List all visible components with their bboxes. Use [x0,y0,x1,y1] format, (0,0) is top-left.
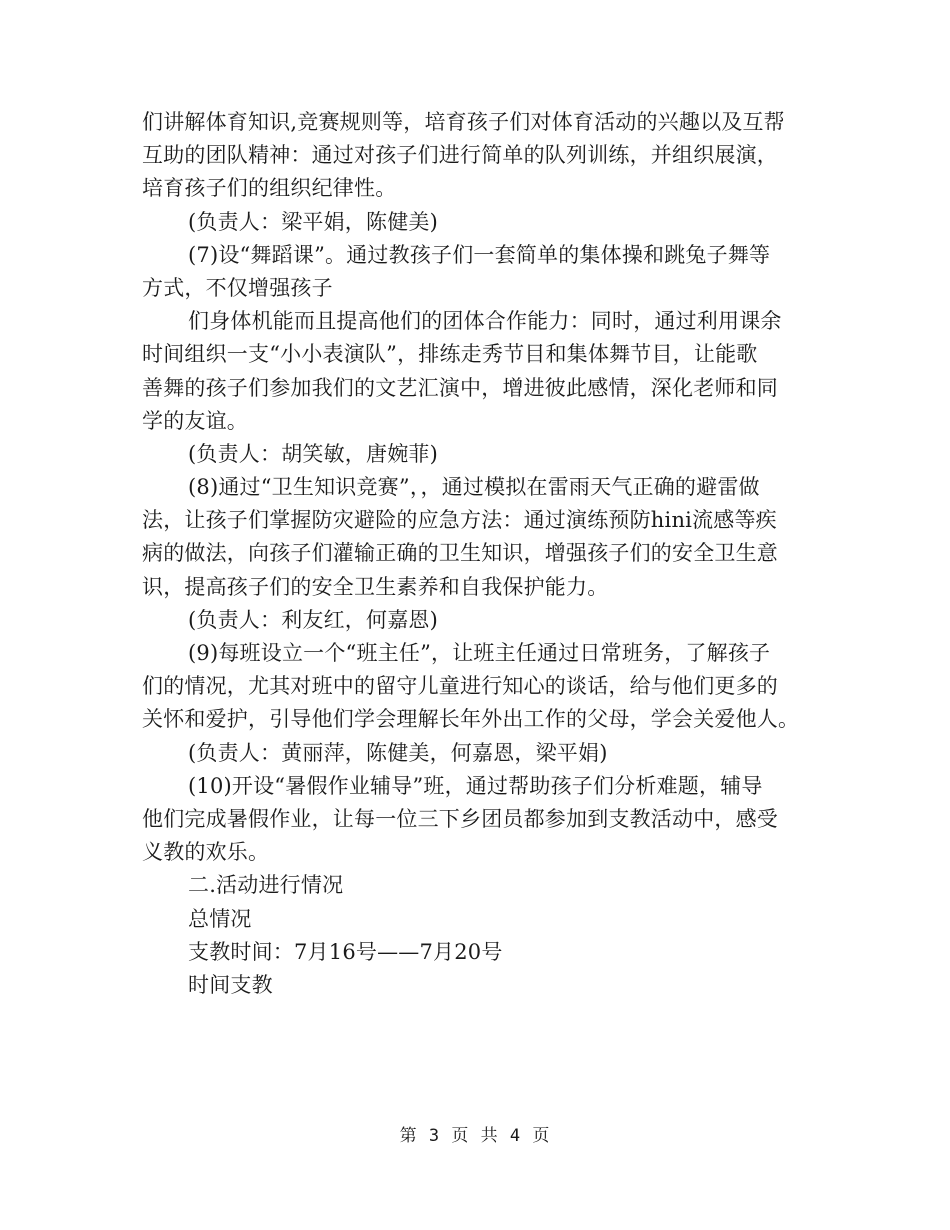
text-line: (负责人：利友红，何嘉恩) [188,607,438,632]
text-line: 识，提高孩子们的安全卫生素养和自我保护能力。 [142,574,609,599]
text-line: 时间组织一支“小小表演队”，排练走秀节目和集体舞节目，让能歌 [142,342,758,367]
text-line: 法，让孩子们掌握防灾避险的应急方法：通过演练预防hini流感等疾 [142,508,777,533]
document-body [142,106,810,1002]
text-line: (9)每班设立一个“班主任”，让班主任通过日常班务，了解孩子 [188,641,771,665]
text-line: 义教的欢乐。 [142,840,270,865]
text-line: 们身体机能而且提高他们的团体合作能力：同时，通过利用课余 [188,309,782,334]
text-line: 互助的团队精神：通过对孩子们进行简单的队列训练，并组织展演， [142,143,778,168]
text-line: 培育孩子们的组织纪律性。 [142,176,397,201]
text-line: 们的情况，尤其对班中的留守儿童进行知心的谈话，给与他们更多的 [142,674,778,699]
text-line: 他们完成暑假作业，让每一位三下乡团员都参加到支教活动中，感受 [142,806,778,831]
text-line: 关怀和爱护，引导他们学会理解长年外出工作的父母，学会关爱他人。 [142,707,800,732]
text-line: 学的友谊。 [142,408,248,433]
text-line: (8)通过“卫生知识竞赛”，，通过模拟在雷雨天气正确的避雷做 [188,475,760,500]
text-line: 方式，不仅增强孩子 [142,275,333,300]
page-footer: 第 3 页 共 4 页 [399,1126,551,1146]
text-line: 总情况 [188,906,252,931]
text-line: 们讲解体育知识,竞赛规则等，培育孩子们对体育活动的兴趣以及互帮 [142,110,785,134]
text-line: (负责人：黄丽萍，陈健美，何嘉恩，梁平娟) [188,740,608,765]
text-line: (负责人：梁平娟，陈健美) [188,209,438,234]
text-line: (10)开设“暑假作业辅导”班，通过帮助孩子们分析难题，辅导 [188,773,763,798]
text-line: (7)设“舞蹈课”。通过教孩子们一套简单的集体操和跳兔子舞等 [188,242,771,267]
text-line: 病的做法，向孩子们灌输正确的卫生知识，增强孩子们的安全卫生意 [142,541,778,566]
text-line: (负责人：胡笑敏，唐婉菲) [188,441,438,466]
text-line: 时间支教 [188,972,273,997]
text-line: 善舞的孩子们参加我们的文艺汇演中，增进彼此感情，深化老师和同 [142,375,778,400]
text-line: 二.活动进行情况 [188,873,344,898]
text-line: 支教时间：7月16号——7月20号 [188,939,503,964]
